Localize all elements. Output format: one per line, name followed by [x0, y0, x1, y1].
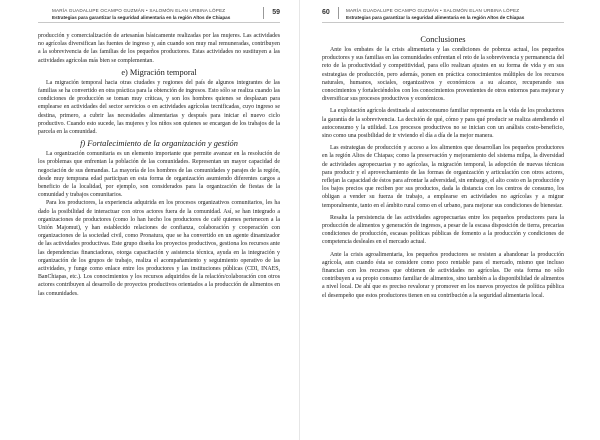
body-paragraph: Para los productores, la experiencia adquirida en los procesos organizativos comunitarios, les ha dado la posibilidad de interactuar con otros actores fuera de la comunidad. Así, se han integrado a organizaciones de productores (como lo han hecho los productores de café quienes pertenecen a la Unión Majomut), y han establecido relaciones de confianza, colaboración y cooperación con organizaciones de la sociedad civil, como Pronatura, que se ha convertido en un agente dinamizador de las actividades productivas. Este grupo diseña los proyectos productivos, gestiona los recursos ante las dependencias financiadoras, otorga capacitación y asistencia técnica, ayuda en la integración y organización de los grupos de trabajo, realiza el acompañamiento y seguimiento operativo de las actividades, y funge como enlace entre los productores y las instituciones públicas (CDI, INAES, BanChiapas, etc.). Los conocimientos y los recursos adquiridos de la relación/colaboración con otros actores contribuyen al desarrollo de proyectos productivos orientados a la producción de alimentos en las comunidades. — [38, 200, 280, 297]
section-heading-migration: e) Migración temporal — [121, 67, 197, 77]
body-paragraph: Ante la crisis agroalimentaria, los pequeños productores se resisten a abandonar la producción agrícola, aun cuando ésta se considere como poco rentable para el mercado, mismo que incluso financian con los recursos que obtienen de actividades no agrícolas. De esta forma no sólo contribuyen a su propio consumo familiar de alimentos, sino también a la disponibilidad de alimentos a nivel local. De ahí que es preciso revalorar y promover en los nuevos proyectos de política pública el desempeño que estos productores tienen en su contribución a la seguridad alimentaria local. — [322, 251, 564, 299]
body-paragraph: producción y comercialización de artesanías básicamente realizadas por las mujeres. Las actividades no agrícolas diversifican las fuentes de ingreso y, aún cuando son muy mal remuneradas, contribuyen a la sobrevivencia de las familias de los pequeños productores. Estas actividades no sustituyen a las actividades agrícolas más bien se complementan. — [38, 33, 280, 64]
running-head-title: Estrategias para garantizar la seguridad alimentaria en la región Altos de Chiapas — [346, 15, 525, 20]
right-page — [300, 0, 600, 440]
header-divider — [263, 7, 264, 19]
header-rule — [38, 22, 280, 23]
body-paragraph: Ante los embates de la crisis alimentaria y las condiciones de pobreza actual, los pequeños productores y sus familias en las comunidades enfrentan el reto de la sobrevivencia y permanencia del reto de la productividad y competitividad, para ello realizan ajustes en su forma de vida y en sus estrategias de producción, pero además, ponen en práctica conocimientos múltiples de los recursos naturales, humanos, sociales, organizativos y económicos a su alcance, recuperando sus conocimientos y fortaleciéndolos con los conocimientos provenientes de otros entornos para mejorar y diversificar sus procesos productivos y económicos. — [322, 47, 564, 103]
section-heading-conclusions: Conclusiones — [420, 35, 466, 44]
right-page-header — [322, 0, 564, 32]
page-number: 60 — [322, 9, 330, 16]
body-paragraph: Las estrategias de producción y acceso a los alimentos que desarrollan los pequeños productores en la región Altos de Chiapas; como la preservación y mejoramiento del sistema milpa, la diversidad de actividades agropecuarias y no agrícolas, la migración temporal, la adopción de nuevas técnicas para producir y el aprovechamiento de las formas de organización y articulación con otros actores, reflejan la capacidad de éstos para afrontar la adversidad, sin embargo, el alto costo en la producción y los bajos precios que reciben por sus productos, dada la distancia con los centros de consumo, los obligan a vender su fuerza de trabajo, a emplearse en actividades no agrícolas y a migrar temporalmente, tanto en el ámbito rural como en el urbano, para mejorar sus condiciones de bienestar. — [322, 145, 564, 209]
header-rule — [322, 22, 564, 23]
running-head-title: Estrategias para garantizar la seguridad alimentaria en la región Altos de Chiapas — [52, 15, 231, 20]
page-number: 59 — [272, 9, 280, 16]
running-head-authors: MARÍA GUADALUPE OCAMPO GUZMÁN • SALOMÓN ELAN URBINA LÓPEZ — [52, 8, 226, 13]
left-page-header — [38, 0, 280, 32]
body-paragraph: La migración temporal hacia otras ciudades y regiones del país de algunos integrantes de las familias se ha convertido en otra práctica para la obtención de ingresos. Esto sólo se realiza cuando las condiciones de producción se toman muy críticas, y son los hombres quienes se desplazan para emplearse en actividades del sector servicios o en actividades agrícolas tecnificadas, cuyo ingreso se destina, primero, a cubrir las necesidades alimentarias y después para iniciar el nuevo ciclo productivo. Cuando esto sucede, las mujeres y los niños son quienes se encargan de los trabajos de la parcela en la comunidad. — [38, 79, 280, 136]
section-heading-organization: f) Fortalecimiento de la organización y gestión — [80, 139, 238, 149]
body-paragraph: La explotación agrícola destinada al autoconsumo familiar representa en la vida de los productores la garantía de la sobrevivencia. La decisión de qué, cómo y para qué producir se realiza atendiendo el autoconsumo y la utilidad. Los procesos productivos no se inician con un análisis costo-beneficio, sino como una posibilidad de ir viviendo el día a día de la mejor manera. — [322, 108, 564, 140]
body-paragraph: La organización comunitaria es un elemento importante que permite avanzar en la resolución de los problemas que enfrentan la población de las comunidades. Representan un mayor capacidad de negociación de sus demandas. La mayoría de los hombres de las comunidades y parajes de la región, desde muy temprana edad participan en esta forma de organización asumiendo diferentes cargos a beneficio de la localidad, por ejemplo, son considerados para la organización de fiestas de la comunidad y trabajos comunitarios. — [38, 151, 280, 199]
header-divider — [338, 7, 339, 19]
body-paragraph: Resalta la persistencia de las actividades agropecuarias entre los pequeños productores para la producción de alimentos y generación de ingresos, a pesar de la escasa disposición de tierra, precarias condiciones de producción, escasas políticas públicas de fomento a la producción y condiciones de competencia desleales en el mercado actual. — [322, 214, 564, 246]
running-head-authors: MARÍA GUADALUPE OCAMPO GUZMÁN • SALOMÓN ELAN URBINA LÓPEZ — [346, 8, 520, 13]
